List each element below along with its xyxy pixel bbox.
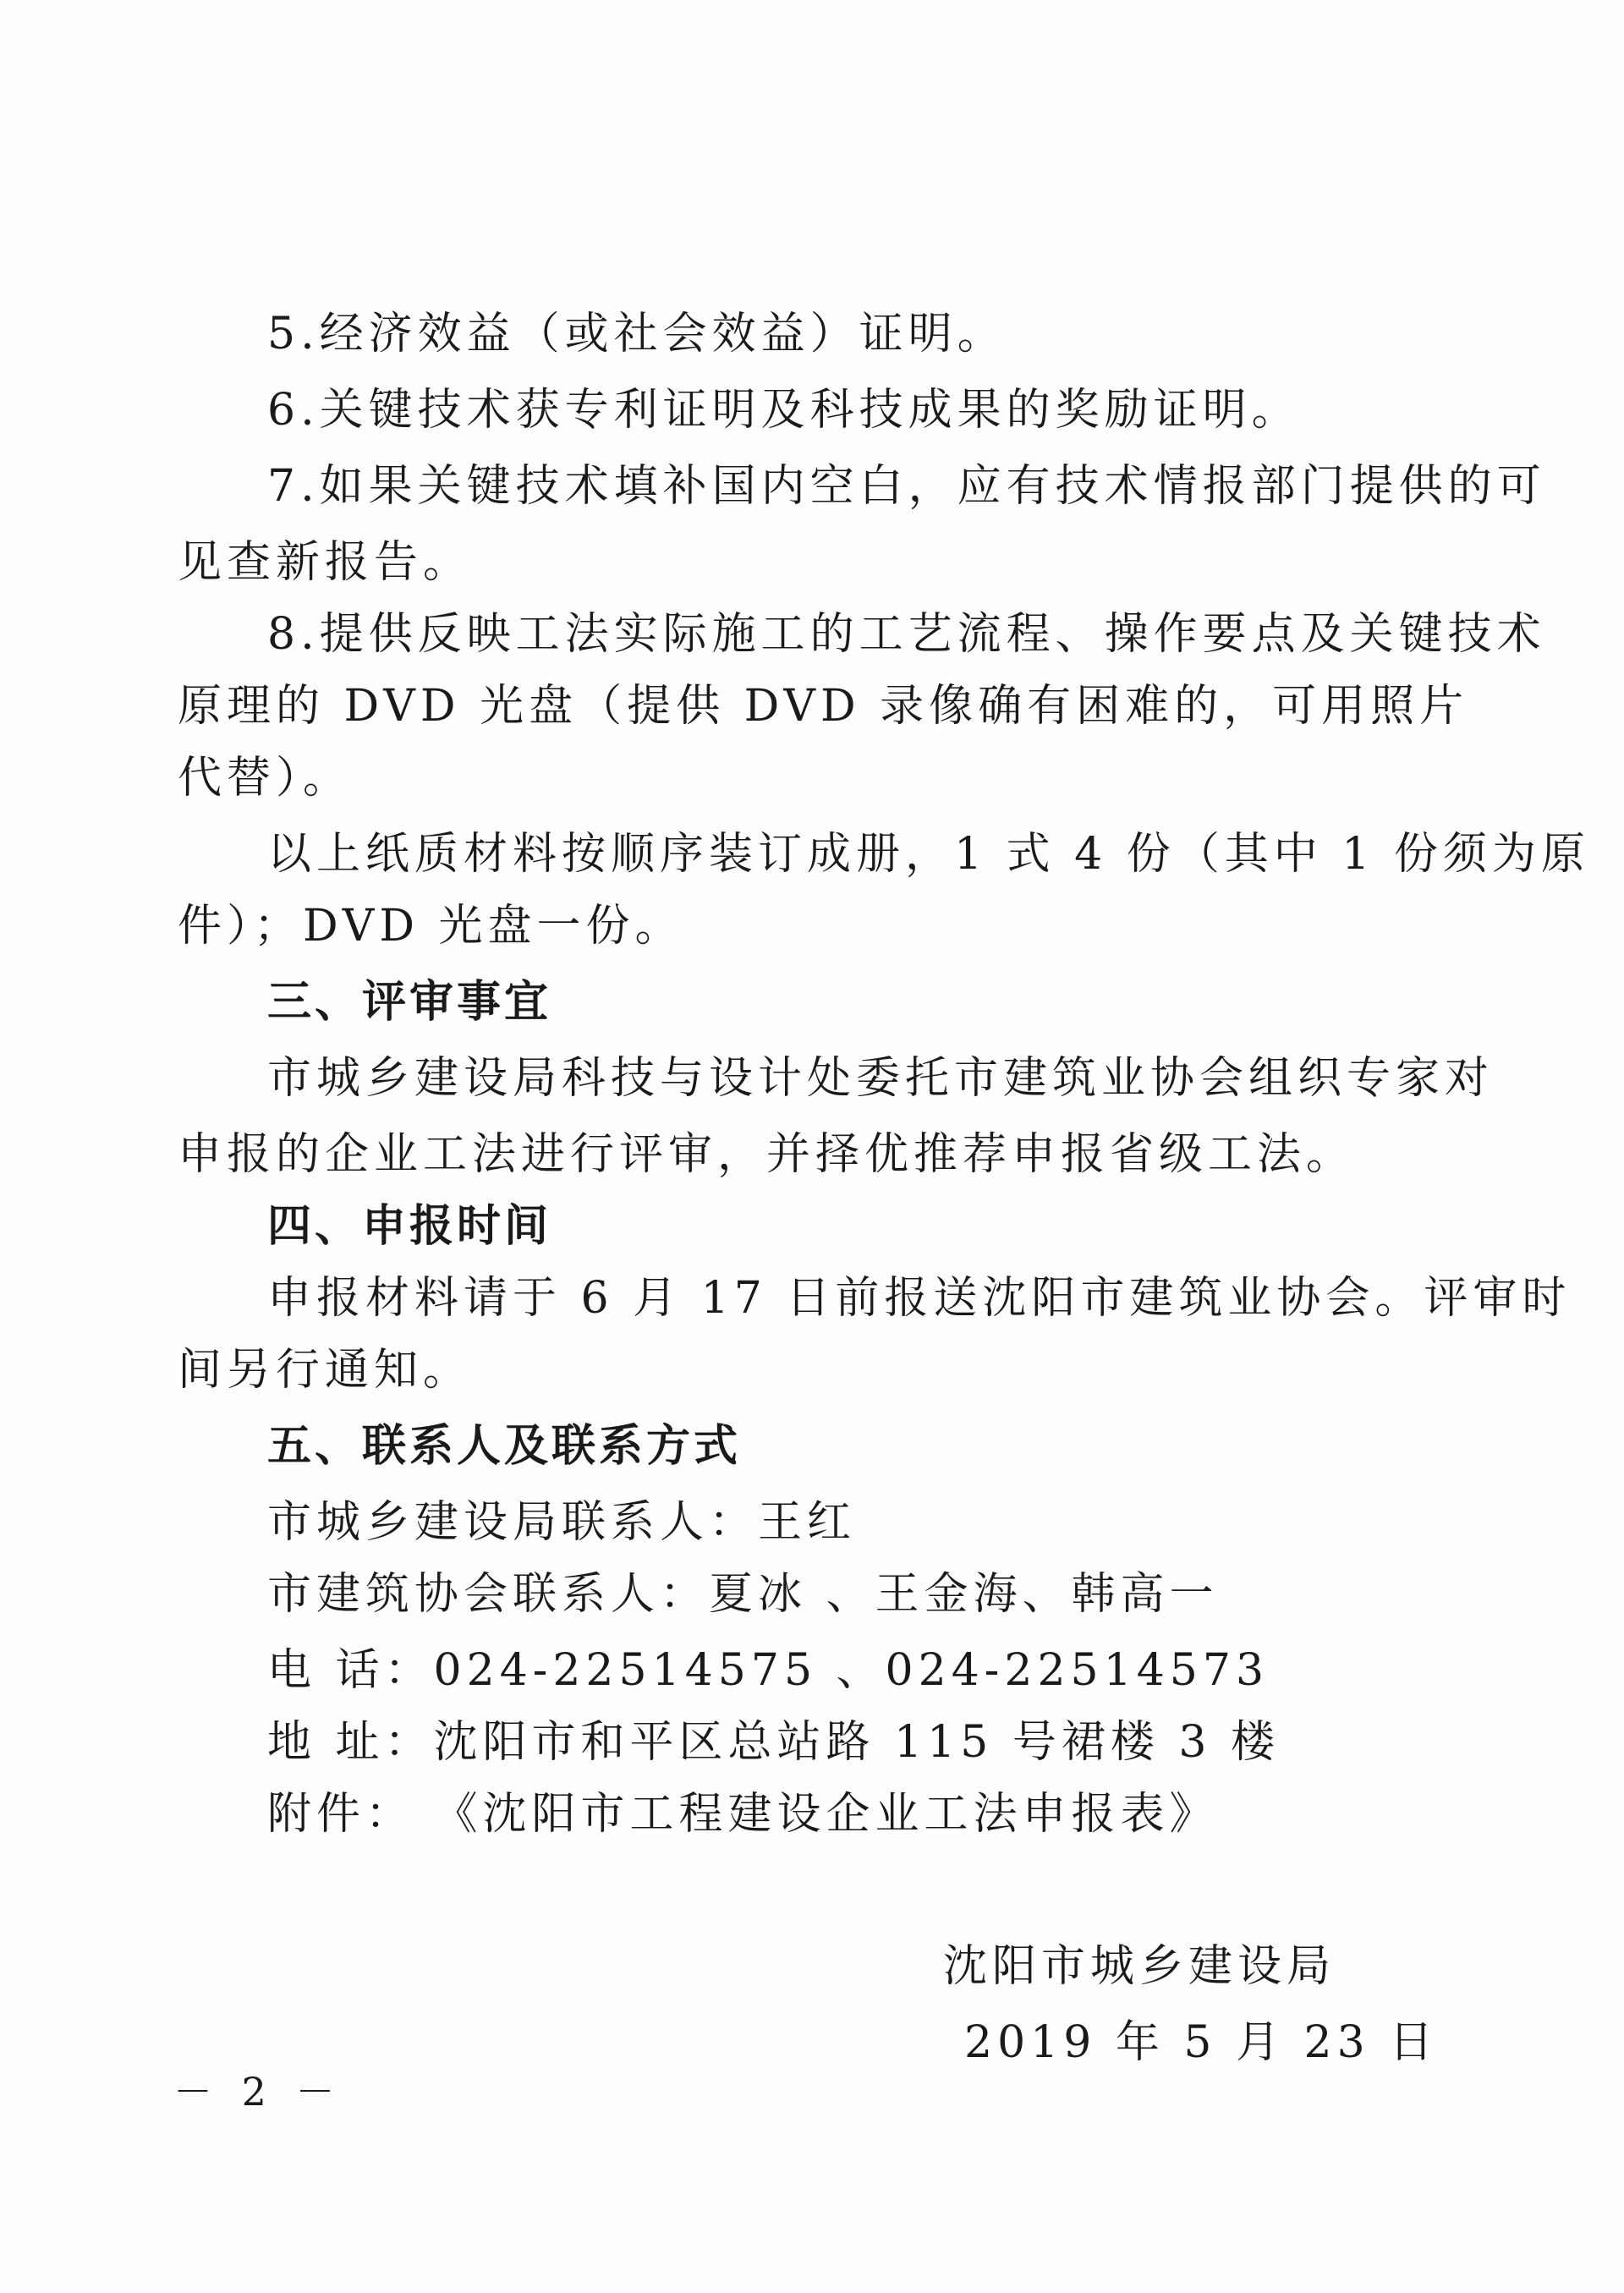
contact-association: 市建筑协会联系人：夏冰 、王金海、韩高一 (267, 1569, 1219, 1620)
section-3-heading: 三、评审事宜 (267, 977, 552, 1028)
section-4-heading: 四、申报时间 (267, 1201, 552, 1252)
materials-line-2: 件）；DVD 光盘一份。 (178, 901, 684, 952)
contact-phone: 电 话：024-22514575 、024-22514573 (267, 1645, 1270, 1696)
item-8-line-1: 8.提供反映工法实际施工的工艺流程、操作要点及关键技术 (267, 609, 1546, 660)
item-6: 6.关键技术获专利证明及科技成果的奖励证明。 (267, 385, 1301, 436)
contact-address: 地 址：沈阳市和平区总站路 115 号裙楼 3 楼 (267, 1717, 1280, 1768)
contact-bureau: 市城乡建设局联系人：王红 (267, 1497, 857, 1548)
attachment-line: 附件： 《沈阳市工程建设企业工法申报表》 (267, 1789, 1219, 1840)
signature-organization: 沈阳市城乡建设局 (943, 1941, 1336, 1992)
section-4-line-2: 间另行通知。 (178, 1345, 473, 1396)
section-3-line-1: 市城乡建设局科技与设计处委托市建筑业协会组织专家对 (267, 1053, 1495, 1104)
item-5: 5.经济效益（或社会效益）证明。 (267, 309, 1007, 359)
section-5-heading: 五、联系人及联系方式 (267, 1421, 742, 1472)
materials-line-1: 以上纸质材料按顺序装订成册，1 式 4 份（其中 1 份须为原 (267, 829, 1590, 880)
page-number: － 2 － (173, 2069, 343, 2115)
section-4-line-1: 申报材料请于 6 月 17 日前报送沈阳市建筑业协会。评审时 (267, 1273, 1572, 1324)
item-8-line-2: 原理的 DVD 光盘（提供 DVD 录像确有困难的，可用照片 (178, 681, 1469, 732)
item-7-line-1: 7.如果关键技术填补国内空白，应有技术情报部门提供的可 (267, 461, 1546, 512)
item-8-line-3: 代替）。 (178, 753, 353, 804)
section-3-line-2: 申报的企业工法进行评审，并择优推荐申报省级工法。 (178, 1129, 1356, 1180)
signature-date: 2019 年 5 月 23 日 (964, 2017, 1439, 2068)
item-7-line-2: 见查新报告。 (178, 537, 473, 588)
